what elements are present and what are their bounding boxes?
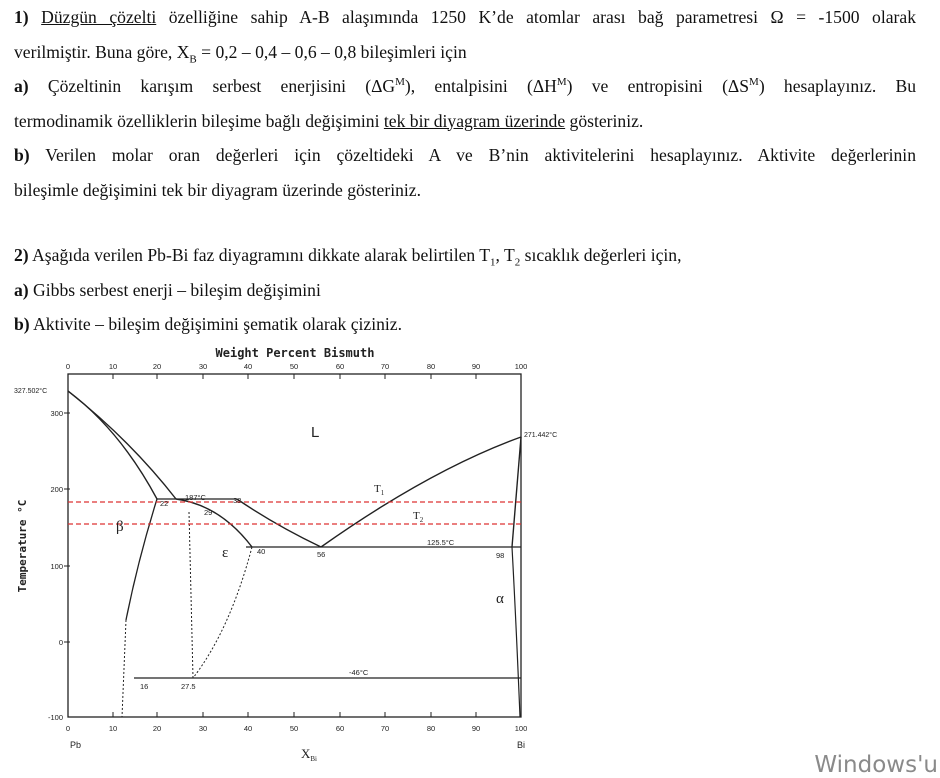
comp-40: 40: [257, 547, 266, 556]
q1-a-end: ) hesaplayınız. Bu: [758, 76, 917, 96]
comp-16: 16: [140, 682, 149, 691]
q1-a-sup2: M: [556, 76, 567, 89]
question-2: [14, 238, 916, 342]
q2-a-label: a): [14, 279, 29, 300]
q2-intro: [14, 238, 916, 273]
bottom-axis-ticks: [66, 724, 527, 733]
bottom-tick: 30: [198, 724, 208, 733]
q1-b-line-2: [14, 173, 916, 208]
q2-intro-post: sıcaklık değerleri için,: [520, 245, 682, 265]
right-element-label: Bi: [516, 740, 526, 750]
alpha-solidus: [512, 437, 521, 547]
q1-a-sup3: M: [749, 76, 759, 89]
q1-number: 1): [14, 7, 29, 27]
peritectic-temp-label: 187°C: [185, 493, 206, 502]
bottom-tick: 40: [243, 724, 253, 733]
top-tick: 0: [65, 362, 71, 371]
t1-label: [374, 483, 385, 497]
beta-solidus: [68, 391, 157, 499]
comp-56: 56: [317, 550, 326, 559]
y-axis-title: Temperature °C: [16, 499, 29, 593]
composition-labels: [140, 493, 504, 691]
q2-a-text: Gibbs serbest enerji – bileşim değişimini: [28, 279, 321, 300]
comp-22: 22: [160, 499, 169, 508]
t2-label-sub: 2: [419, 516, 424, 524]
x-axis-label-sub: Bi: [310, 755, 318, 763]
q1-b-label: b): [14, 145, 30, 165]
bottom-tick: 100: [514, 724, 528, 733]
liquidus-peritectic-to-eutectic: [237, 499, 321, 547]
bottom-tick: 0: [65, 724, 71, 733]
q1-line-1: [14, 0, 916, 35]
q1-a-line-2: [14, 104, 916, 139]
comp-98: 98: [496, 551, 505, 560]
bottom-tick-marks: [113, 712, 476, 717]
alpha-solvus: [512, 547, 520, 717]
liquidus-bi-side: [321, 437, 521, 547]
q1-line2-sub: B: [189, 53, 197, 66]
q2-number: 2): [14, 245, 29, 265]
q1-a-label: a): [14, 76, 29, 96]
left-element-label: Pb: [70, 740, 82, 750]
q2-sub1: 1: [490, 256, 496, 269]
q1-a-line-1: [14, 69, 916, 104]
x-axis-label: [301, 746, 317, 763]
q2-sub2: 2: [514, 256, 521, 269]
top-tick: 100: [514, 362, 528, 371]
y-tick-marks: [64, 413, 70, 642]
q1-line2-pre: verilmiştir. Buna göre, X: [14, 41, 190, 62]
bottom-tick: 50: [289, 724, 299, 733]
t1-label-main: T: [374, 483, 381, 495]
bottom-tick: 70: [380, 724, 390, 733]
beta-solvus-dashed: [122, 620, 126, 717]
top-tick: 70: [380, 362, 390, 371]
comp-29: 29: [204, 508, 213, 517]
top-axis-ticks: [66, 362, 527, 371]
bottom-tick: 60: [335, 724, 345, 733]
pb-bi-phase-diagram: [0, 336, 600, 772]
q1-b-line-1: [14, 138, 916, 173]
top-tick: 40: [243, 362, 253, 371]
top-tick: 20: [152, 362, 162, 371]
epsilon-right-boundary: [193, 547, 252, 678]
q1-b-line2: bileşimle değişimini tek bir diyagram üzerinde gösteriniz.: [14, 179, 421, 200]
top-tick: 30: [198, 362, 208, 371]
top-axis-title: Weight Percent Bismuth: [215, 346, 375, 360]
epsilon-upper-boundary: [176, 499, 252, 547]
q1-b-text: Verilen molar oran değerleri için çözeltideki A ve B’nin aktivitelerini hesaplayınız. Aktivite değerlerinin: [29, 145, 916, 165]
beta-solvus: [126, 499, 157, 620]
eutectic-temp-label: 125.5°C: [427, 538, 455, 547]
epsilon-left-boundary: [189, 512, 193, 678]
comp-38: 38: [233, 496, 242, 505]
q1-line2-post: = 0,2 – 0,4 – 0,6 – 0,8 bileşimleri için: [196, 41, 467, 62]
q2-b-label: b): [14, 314, 30, 334]
bottom-tick: 90: [471, 724, 481, 733]
bottom-tick: 80: [426, 724, 436, 733]
y-axis-ticks: [48, 409, 63, 722]
top-tick: 90: [471, 362, 481, 371]
top-tick: 80: [426, 362, 436, 371]
y-tick: 100: [50, 562, 63, 571]
q1-a-mid1: ), entalpisini (ΔH: [404, 76, 557, 96]
x-axis-label-main: X: [301, 746, 311, 761]
q1-line-2: [14, 35, 916, 70]
y-tick: 300: [50, 409, 63, 418]
q1-a-mid2: ) ve entropisini (ΔS: [566, 76, 750, 96]
t2-label-main: T: [413, 510, 420, 522]
comp-27-5: 27.5: [181, 682, 196, 691]
q2-b-text: Aktivite – bileşim değişimini şematik olarak çiziniz.: [29, 314, 402, 334]
top-tick: 50: [289, 362, 299, 371]
epsilon-region-label: ε: [222, 545, 229, 561]
top-tick: 10: [108, 362, 118, 371]
q1-a-text: Çözeltinin karışım serbest enerjisini (ΔG: [28, 76, 396, 96]
q2-intro-mid: , T: [495, 245, 515, 265]
t1-label-sub: 1: [380, 489, 385, 497]
top-tick-marks: [113, 374, 476, 379]
q2-intro-pre: Aşağıda verilen Pb-Bi faz diyagramını dikkate alarak belirtilen T: [28, 245, 491, 265]
y-tick: -100: [47, 713, 63, 722]
q1-a-sup1: M: [395, 76, 405, 89]
bottom-tick: 20: [152, 724, 162, 733]
top-tick: 60: [335, 362, 345, 371]
alpha-region-label: α: [496, 591, 504, 607]
pb-melting-point: 327.502°C: [14, 388, 48, 395]
t2-label: [413, 510, 424, 524]
bottom-tick: 10: [108, 724, 118, 733]
q1-a-line2-underlined: tek bir diyagram üzerinde: [383, 110, 566, 131]
q1-underlined-term: Düzgün çözelti: [41, 7, 157, 27]
watermark: Windows'u: [814, 752, 938, 778]
q1-a-line2-post: gösteriniz.: [565, 110, 644, 131]
beta-region-label: β: [116, 519, 124, 535]
q1-line1-text: özelliğine sahip A-B alaşımında 1250 K’de atomlar arası bağ parametresi Ω = -1500 olarak: [156, 7, 916, 27]
q1-a-line2-pre: termodinamik özelliklerin bileşime bağlı değişimini: [14, 110, 384, 131]
q2-a: [14, 273, 916, 308]
bi-melting-point: 271.442°C: [524, 432, 558, 439]
liquid-region-label: L: [311, 424, 320, 441]
question-1: [14, 0, 916, 207]
y-tick: 200: [50, 485, 63, 494]
y-tick: 0: [58, 638, 63, 647]
low-temp-label: -46°C: [349, 668, 369, 677]
